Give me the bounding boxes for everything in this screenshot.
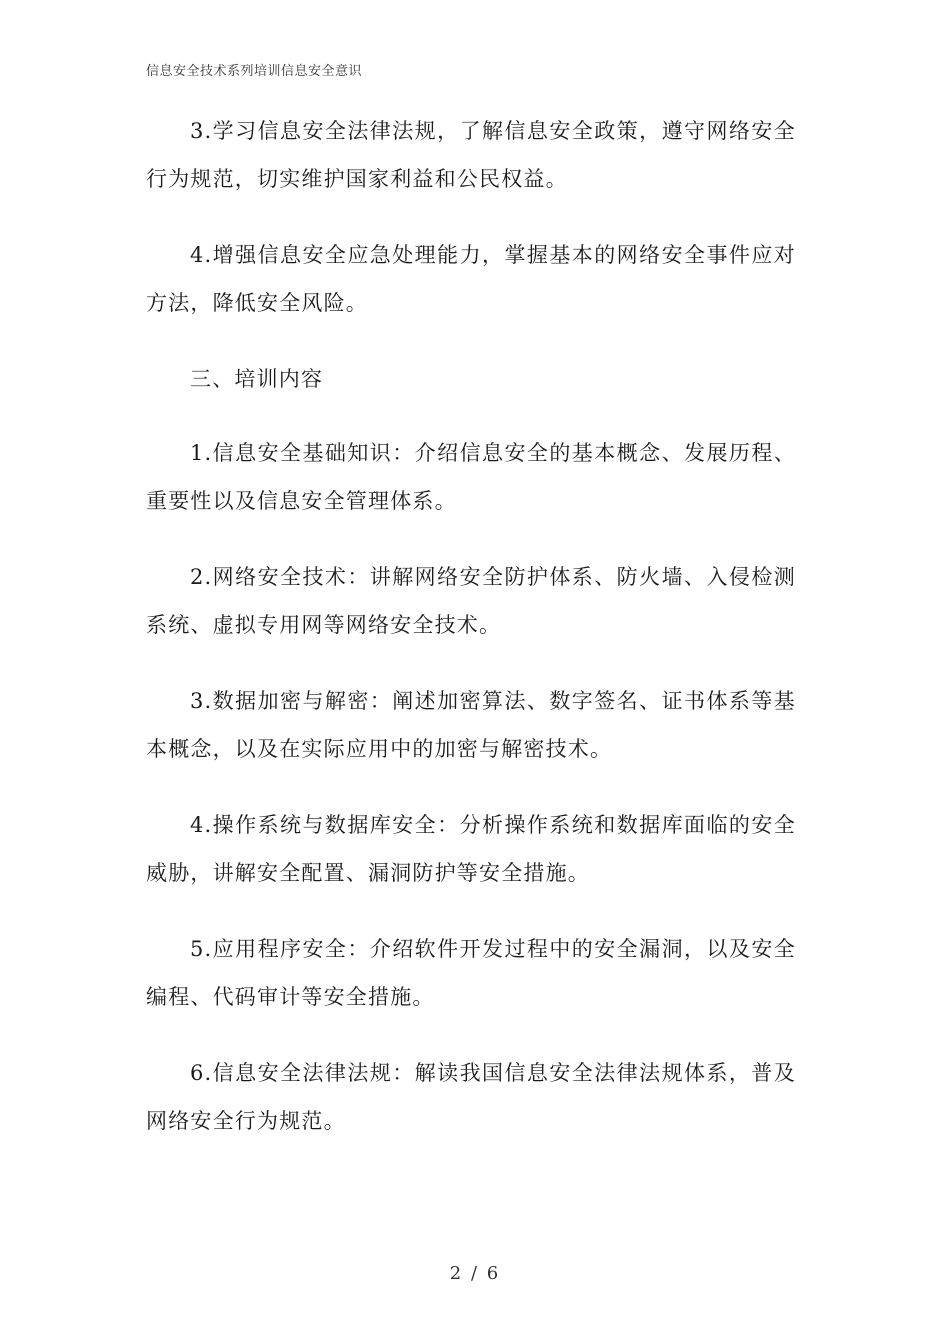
paragraph-objective-4: 4.增强信息安全应急处理能力，掌握基本的网络安全事件应对方法，降低安全风险。 bbox=[146, 243, 796, 315]
paragraph-objective-3: 3.学习信息安全法律法规，了解信息安全政策，遵守网络安全行为规范，切实维护国家利益和公民权益。 bbox=[146, 119, 796, 191]
paragraph-content-6: 6.信息安全法律法规：解读我国信息安全法律法规体系，普及网络安全行为规范。 bbox=[146, 1061, 796, 1133]
document-header: 信息安全技术系列培训信息安全意识 bbox=[146, 64, 363, 79]
paragraph-content-1: 1.信息安全基础知识：介绍信息安全的基本概念、发展历程、重要性以及信息安全管理体系。 bbox=[146, 441, 796, 513]
paragraph-content-5: 5.应用程序安全：介绍软件开发过程中的安全漏洞，以及安全编程、代码审计等安全措施。 bbox=[146, 937, 796, 1009]
section-heading-training-content: 三、培训内容 bbox=[190, 367, 324, 391]
paragraph-content-4: 4.操作系统与数据库安全：分析操作系统和数据库面临的安全威胁，讲解安全配置、漏洞防护等安全措施。 bbox=[146, 813, 796, 885]
page-number: 2 / 6 bbox=[449, 1263, 501, 1284]
paragraph-content-2: 2.网络安全技术：讲解网络安全防护体系、防火墙、入侵检测系统、虚拟专用网等网络安全技术。 bbox=[146, 565, 796, 637]
paragraph-content-3: 3.数据加密与解密：阐述加密算法、数字签名、证书体系等基本概念，以及在实际应用中的加密与解密技术。 bbox=[146, 689, 796, 761]
